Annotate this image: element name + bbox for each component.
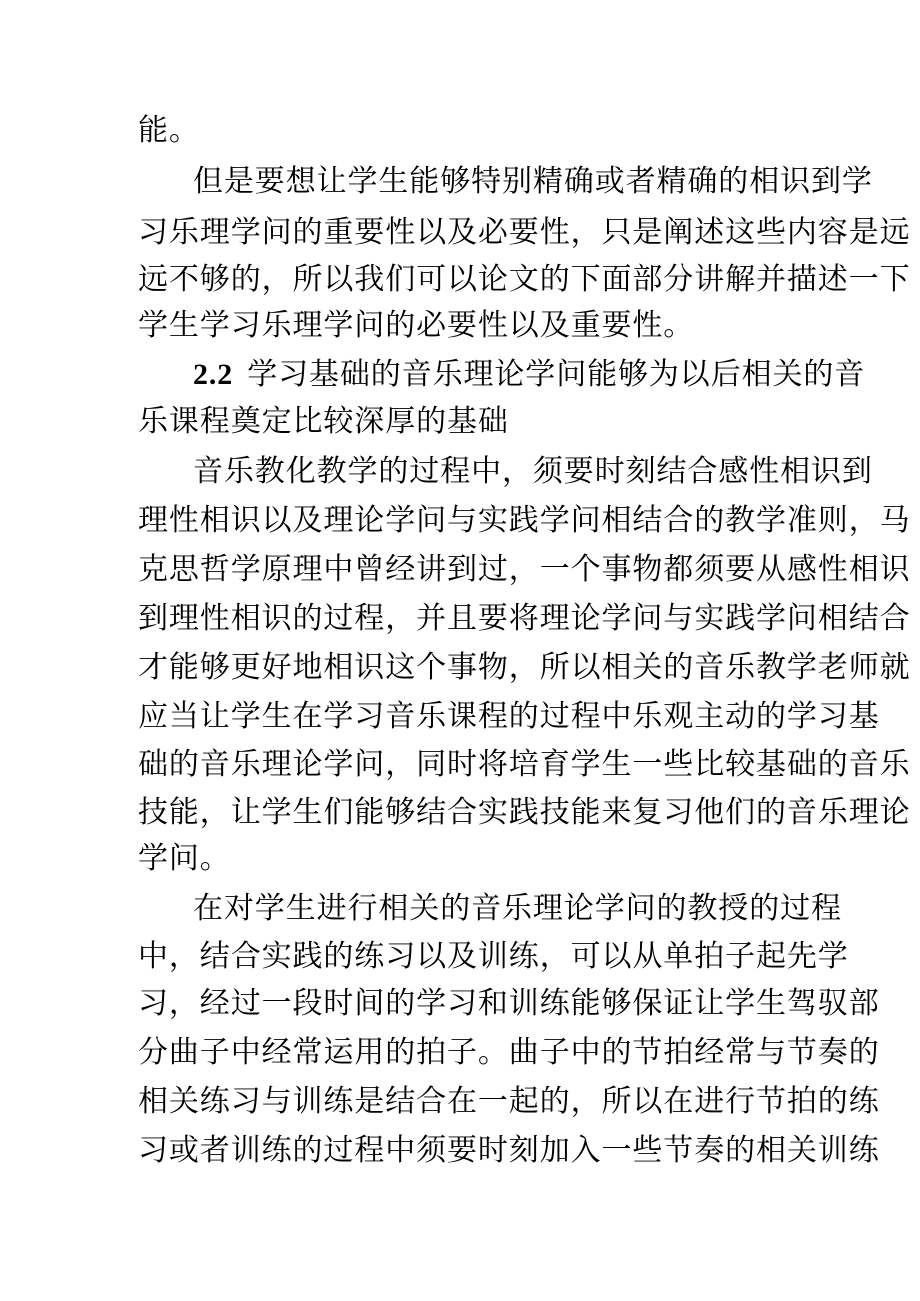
paragraph-line: 远不够的，所以我们可以论文的下面部分讲解并描述一下 [138,262,911,297]
paragraph-line: 习或者训练的过程中须要时刻加入一些节奏的相关训练 [138,1133,880,1168]
paragraph-line: 理性相识以及理论学问与实践学问相结合的教学准则，马 [138,503,911,538]
paragraph-line: 应当让学生在学习音乐课程的过程中乐观主动的学习基 [138,699,880,734]
paragraph-line: 础的音乐理论学问，同时将培育学生一些比较基础的音乐 [138,747,911,782]
paragraph-line: 中，结合实践的练习以及训练，可以从单拍子起先学 [138,939,849,974]
paragraph-line: 习乐理学问的重要性以及必要性，只是阐述这些内容是远 [138,215,911,250]
paragraph-line: 才能够更好地相识这个事物，所以相关的音乐教学老师就 [138,650,911,685]
section-heading-continuation: 乐课程奠定比较深厚的基础 [138,404,509,439]
paragraph-line: 学生学习乐理学问的必要性以及重要性。 [138,308,695,343]
paragraph-line: 分曲子中经常运用的拍子。曲子中的节拍经常与节奏的 [138,1035,880,1070]
paragraph-line: 到理性相识的过程，并且要将理论学问与实践学问相结合 [138,601,911,636]
paragraph-line: 学问。 [138,841,231,876]
section-heading-text: 学习基础的音乐理论学问能够为以后相关的音 [247,357,866,392]
paragraph-line: 在对学生进行相关的音乐理论学问的教授的过程 [193,891,842,926]
paragraph-line: 但是要想让学生能够特别精确或者精确的相识到学 [193,164,873,199]
paragraph-line: 技能，让学生们能够结合实践技能来复习他们的音乐理论 [138,795,911,830]
paragraph-line: 相关练习与训练是结合在一起的，所以在进行节拍的练 [138,1084,880,1119]
paragraph-line: 克思哲学原理中曾经讲到过，一个事物都须要从感性相识 [138,552,911,587]
paragraph-line: 能。 [138,113,200,148]
section-heading [193,357,865,393]
paragraph-line: 音乐教化教学的过程中，须要时刻结合感性相识到 [193,454,873,489]
paragraph-line: 习，经过一段时间的学习和训练能够保证让学生驾驭部 [138,986,880,1021]
section-number: 2.2 [193,358,234,391]
